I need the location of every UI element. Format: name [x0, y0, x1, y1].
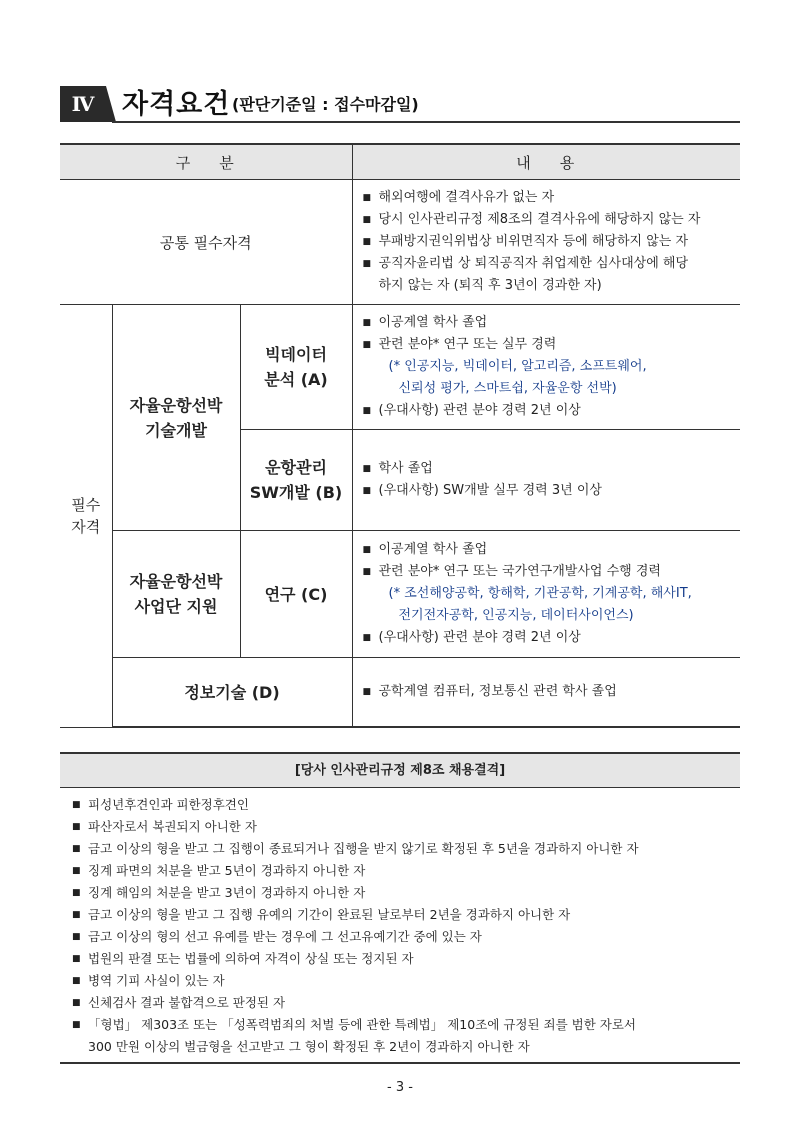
list-item: ■ (우대사항) 관련 분야 경력 2년 이상 — [363, 400, 733, 422]
table-row-a — [60, 305, 740, 430]
disqualification-title: [당사 인사관리규정 제8조 채용결격] — [60, 752, 740, 788]
list-item: ■ 신체검사 결과 불합격으로 판정된 자 — [72, 992, 740, 1014]
list-item: ■ 병역 기피 사실이 있는 자 — [72, 970, 740, 992]
list-item: ■ 해외여행에 결격사유가 없는 자 — [363, 187, 733, 209]
table-row-c — [60, 531, 740, 658]
list-item: ■ 피성년후견인과 피한정후견인 — [72, 794, 740, 816]
field-d-label: 정보기술 (D) — [112, 658, 352, 728]
field-a-label: 빅데이터 분석 (A) — [240, 305, 352, 430]
common-content — [352, 180, 740, 305]
required-label: 필수 자격 — [60, 305, 112, 728]
common-list — [353, 181, 741, 303]
section-number-badge: Ⅳ — [60, 86, 106, 122]
list-item: ■ 금고 이상의 형을 받고 그 집행이 종료되거나 집행을 받지 않기로 확정된 후 5년을 경과하지 아니한 자 — [72, 838, 740, 860]
header-underline — [112, 121, 740, 123]
common-label: 공통 필수자격 — [60, 180, 352, 305]
field-a-list — [353, 306, 741, 428]
list-item-continued: 하지 않는 자 (퇴직 후 3년이 경과한 자) — [378, 278, 602, 293]
list-item: ■ 학사 졸업 — [363, 458, 733, 480]
list-subnote: (* 인공지능, 빅데이터, 알고리즘, 소프트웨어, — [388, 359, 647, 374]
disqualification-box — [60, 752, 740, 1064]
group-support-label: 자율운항선박 사업단 지원 — [112, 531, 240, 658]
field-c-list — [353, 533, 741, 655]
list-item: ■ 당시 인사관리규정 제8조의 결격사유에 해당하지 않는 자 — [363, 209, 733, 231]
list-item: ■ (우대사항) 관련 분야 경력 2년 이상 — [363, 627, 733, 649]
list-item: ■ 관련 분야* 연구 또는 국가연구개발사업 수행 경력 — [363, 561, 733, 583]
list-item: ■ 금고 이상의 형을 받고 그 집행 유예의 기간이 완료된 날로부터 2년을 경과하지 아니한 자 — [72, 904, 740, 926]
page-number: - 3 - — [387, 1080, 413, 1095]
list-item: ■ 이공계열 학사 졸업 — [363, 312, 733, 334]
requirements-table — [60, 143, 740, 728]
field-b-label: 운항관리 SW개발 (B) — [240, 430, 352, 531]
list-item: ■ 법원의 판결 또는 법률에 의하여 자격이 상실 또는 정지된 자 — [72, 948, 740, 970]
table-row-d — [60, 658, 740, 728]
list-item: ■ 부패방지권익위법상 비위면직자 등에 해당하지 않는 자 — [363, 231, 733, 253]
list-subnote: 전기전자공학, 인공지능, 데이터사이언스) — [398, 608, 634, 623]
list-item: ■ 관련 분야* 연구 또는 실무 경력 — [363, 334, 733, 356]
list-item: ■ 파산자로서 복권되지 아니한 자 — [72, 816, 740, 838]
field-b-list — [353, 452, 741, 508]
list-item: ■ (우대사항) SW개발 실무 경력 3년 이상 — [363, 480, 733, 502]
list-item — [72, 1014, 740, 1058]
list-subnote: (* 조선해양공학, 항해학, 기관공학, 기계공학, 해사IT, — [388, 586, 692, 601]
field-a-content — [352, 305, 740, 430]
disqualification-list — [60, 788, 740, 1064]
table-header-row — [60, 144, 740, 180]
list-item: ■ 공학계열 컴퓨터, 정보통신 관련 학사 졸업 — [363, 681, 733, 703]
list-item: ■ 징계 파면의 처분을 받고 5년이 경과하지 아니한 자 — [72, 860, 740, 882]
header-category: 구 분 — [60, 144, 352, 180]
section-subtitle: (판단기준일 : 접수마감일) — [232, 95, 419, 114]
table-row-common — [60, 180, 740, 305]
list-item: ■ 이공계열 학사 졸업 — [363, 539, 733, 561]
header-content: 내 용 — [352, 144, 740, 180]
section-title: 자격요건 — [122, 89, 231, 120]
field-b-content — [352, 430, 740, 531]
field-c-label: 연구 (C) — [240, 531, 352, 658]
group-tech-dev-label: 자율운항선박 기술개발 — [112, 305, 240, 531]
list-item-continued: 300 만원 이상의 벌금형을 선고받고 그 형이 확정된 후 2년이 경과하지 아니한 자 — [88, 1039, 530, 1054]
section-header — [60, 76, 740, 124]
list-item — [363, 253, 733, 297]
list-item-text: 공직자윤리법 상 퇴직공직자 취업제한 심사대상에 해당 — [378, 256, 688, 271]
list-item-text: 「형법」 제303조 또는 「성폭력범죄의 처벌 등에 관한 특례법」 제10조에 규정된 죄를 범한 자로서 — [88, 1017, 636, 1032]
list-item: ■ 금고 이상의 형의 선고 유예를 받는 경우에 그 선고유예기간 중에 있는 자 — [72, 926, 740, 948]
field-d-list — [353, 675, 741, 709]
field-c-content — [352, 531, 740, 658]
list-subnote: 신뢰성 평가, 스마트쉽, 자율운항 선박) — [398, 381, 617, 396]
list-item: ■ 징계 해임의 처분을 받고 3년이 경과하지 아니한 자 — [72, 882, 740, 904]
field-d-content — [352, 658, 740, 728]
